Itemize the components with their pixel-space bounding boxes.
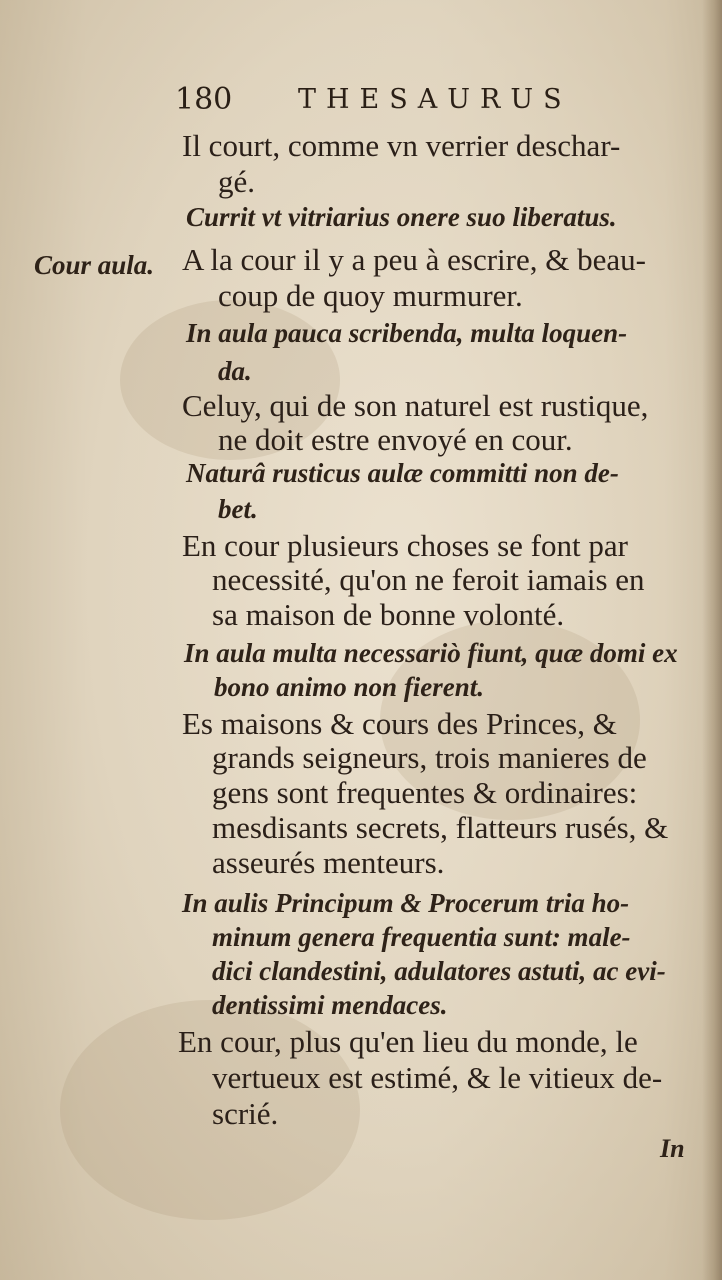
text-line-la: Currit vt vitriarius onere suo liberatus. [186, 202, 617, 232]
text-line-la: bono animo non fierent. [214, 672, 485, 702]
text-line-fr: Celuy, qui de son naturel est rustique, [182, 388, 649, 423]
text-line-fr: Es maisons & cours des Princes, & [182, 706, 617, 741]
text-line-la: Naturâ rusticus aulæ committi non de- [186, 458, 619, 488]
text-line-fr: gé. [218, 164, 256, 199]
text-line-la: dentissimi mendaces. [212, 990, 448, 1020]
text-line-fr: sa maison de bonne volonté. [212, 597, 565, 632]
text-line-fr: ne doit estre envoyé en cour. [218, 422, 573, 457]
catchword: In [660, 1134, 685, 1163]
text-line-fr: necessité, qu'on ne feroit iamais en [212, 562, 645, 597]
text-line-fr: En cour plusieurs choses se font par [182, 528, 628, 563]
text-line-la: minum genera frequentia sunt: male- [212, 922, 631, 952]
text-line-fr: Il court, comme vn verrier deschar- [182, 128, 621, 163]
text-line-fr: vertueux est estimé, & le vitieux de- [212, 1060, 663, 1095]
text-line-fr: mesdisants secrets, flatteurs rusés, & [212, 810, 669, 845]
text-line-fr: gens sont frequentes & ordinaires: [212, 775, 638, 810]
text-line-la: In aula pauca scribenda, multa loquen- [186, 318, 628, 348]
text-line-fr: En cour, plus qu'en lieu du monde, le [178, 1024, 638, 1059]
text-line-fr: coup de quoy murmurer. [218, 278, 523, 313]
page-gutter-shadow [702, 0, 722, 1280]
margin-note: Cour aula. [34, 250, 155, 280]
text-line-fr: grands seigneurs, trois manieres de [212, 740, 647, 775]
page-number: 180 [175, 82, 233, 117]
text-line-la: In aula multa necessariò fiunt, quæ domi ex [184, 638, 678, 668]
text-line-la: dici clandestini, adulatores astuti, ac evi- [212, 956, 666, 986]
text-line-fr: scrié. [212, 1096, 279, 1131]
text-line-fr: asseurés menteurs. [212, 845, 445, 880]
text-line-fr: A la cour il y a peu à escrire, & beau- [182, 242, 646, 277]
running-title: THESAURUS [298, 84, 572, 115]
text-line-la: bet. [218, 494, 258, 524]
text-line-la: da. [218, 356, 252, 386]
text-line-la: In aulis Principum & Procerum tria ho- [182, 888, 630, 918]
